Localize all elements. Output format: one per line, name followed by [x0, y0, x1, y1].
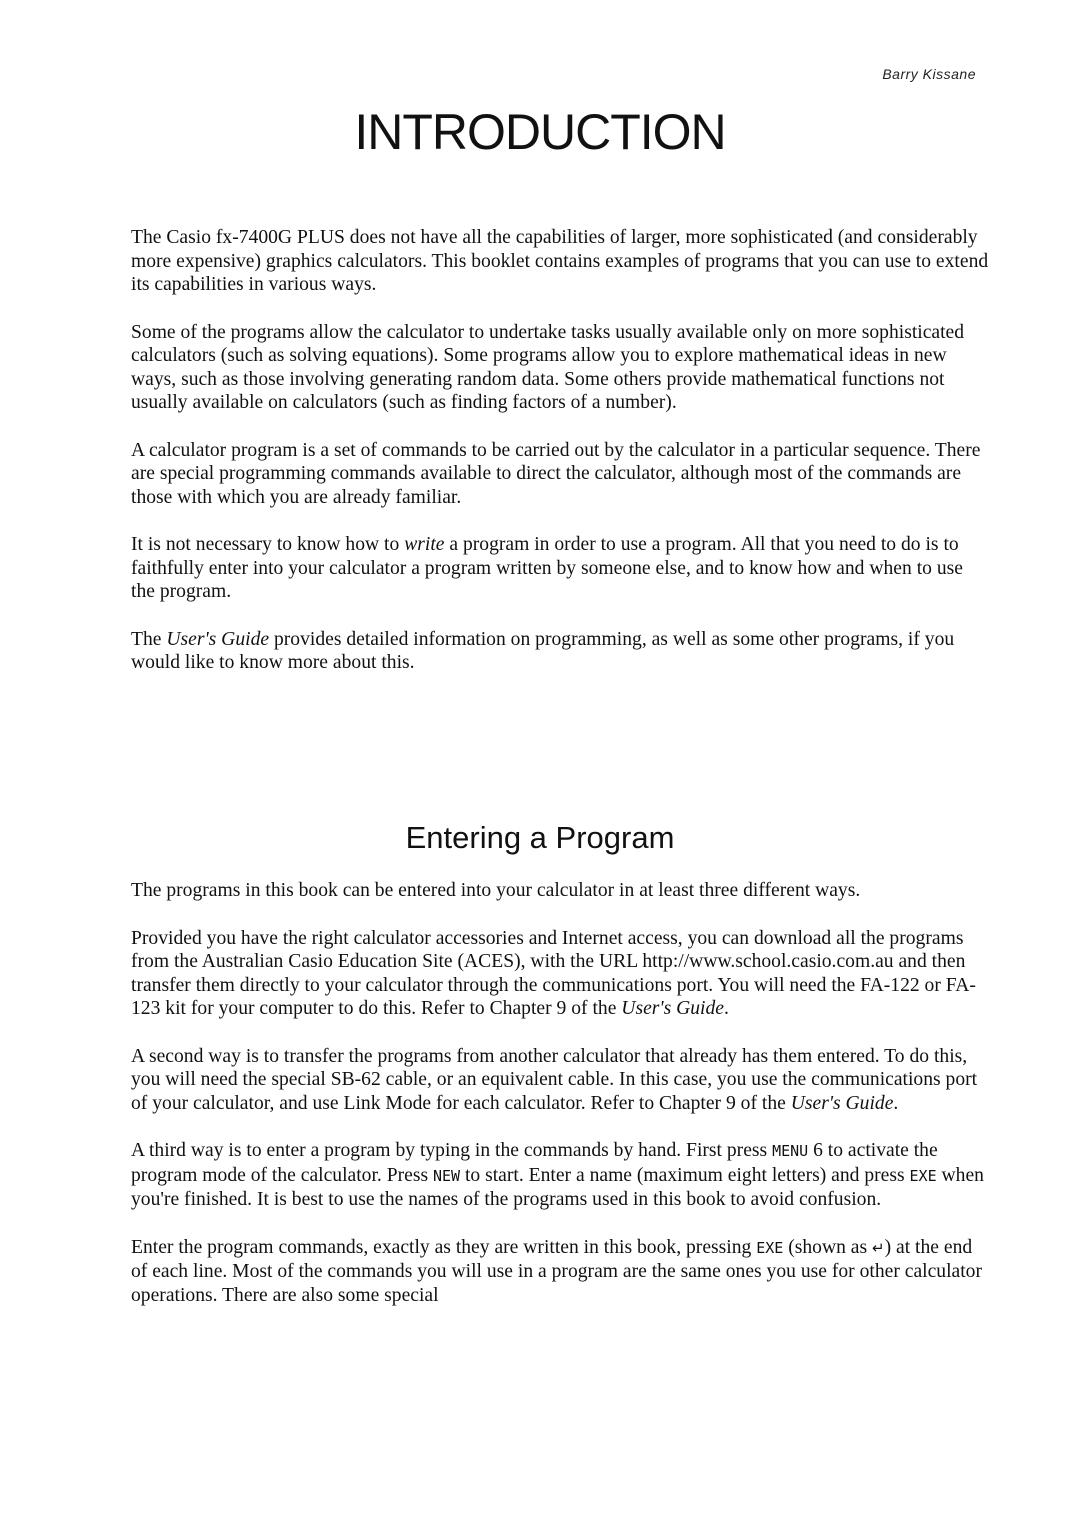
text-run: Enter the program commands, exactly as they are written in this book, pressing: [131, 1236, 757, 1258]
entering-paragraph-5: [131, 1236, 991, 1308]
text-run: .: [893, 1092, 899, 1114]
key-new: NEW: [432, 1166, 461, 1185]
entering-paragraph-4: [131, 1139, 991, 1212]
text-run: provides detailed information on programming, as well as some other programs, if you would like to know more about this.: [131, 628, 955, 673]
intro-paragraph-1: The Casio fx-7400G PLUS does not have all the capabilities of larger, more sophisticated (and considerably more expensive) graphics calculators. This booklet contains examples of programs that you can use to extend its capabilities in various ways.: [131, 227, 989, 295]
text-run: 6 to activate the program mode of the calculator. Press: [131, 1140, 938, 1186]
text-run: It is not necessary to know how to: [131, 534, 405, 555]
entering-program-heading: Entering a Program: [405, 820, 675, 855]
text-run: ) at the end of each line. Most of the commands you will use in a program are the same ones you use for other calculator operations. There are also some special: [131, 1236, 982, 1306]
key-exe: EXE: [756, 1238, 784, 1257]
text-run: The: [131, 628, 167, 650]
entering-paragraph-2: [131, 927, 991, 1021]
emphasis-users-guide: User's Guide: [166, 628, 270, 650]
text-run: Provided you have the right calculator accessories and Internet access, you can download all the programs from the Australian Casio Education Site (ACES), with the URL http://www.school.casio.com.au and then transfer them directly to your calculator through the communications port. You will need the FA-122 or FA-123 kit for your computer to do this. Refer to Chapter 9 of the: [131, 927, 976, 1019]
text-run: to start. Enter a name (maximum eight letters) and press: [460, 1164, 910, 1186]
intro-paragraph-5: [131, 628, 991, 675]
text-run: A third way is to enter a program by typing in the commands by hand. First press: [131, 1140, 773, 1161]
text-run: .: [724, 998, 729, 1019]
key-menu: MENU: [772, 1142, 809, 1160]
text-run: when you're finished. It is best to use the names of the programs used in this book to avoid confusion.: [131, 1164, 984, 1210]
intro-paragraph-2: Some of the programs allow the calculator to undertake tasks usually available only on more sophisticated calculators (such as solving equations). Some programs allow you to explore mathematical ideas in new ways, such as those involving generating random data. Some others provide mathematical functions not usually available on calculators (such as finding factors of a number).: [131, 321, 965, 413]
emphasis-write: write: [404, 534, 445, 555]
introduction-title: INTRODUCTION: [354, 104, 726, 160]
key-exe: EXE: [909, 1166, 937, 1185]
author-header: Barry Kissane: [882, 66, 976, 82]
intro-paragraph-3: A calculator program is a set of commands to be carried out by the calculator in a particular sequence. There are special programming commands available to direct the calculator, although most of the commands are those with which you are already familiar.: [131, 439, 981, 508]
entering-section: [131, 879, 991, 1331]
intro-paragraph-4: [131, 533, 991, 604]
text-run: a program in order to use a program. All that you need to do is to faithfully enter into your calculator a program written by someone else, and to know how and when to use the program.: [131, 534, 963, 602]
introduction-section: [131, 226, 991, 699]
emphasis-users-guide: User's Guide: [621, 998, 724, 1019]
enter-icon: ↵: [872, 1238, 885, 1257]
text-run: A second way is to transfer the programs from another calculator that already has them entered. To do this, you will need the special SB-62 cable, or an equivalent cable. In this case, you use the communications port of your calculator, and use Link Mode for each calculator. Refer to Chapter 9 of the: [131, 1045, 978, 1114]
text-run: (shown as: [783, 1236, 873, 1258]
entering-paragraph-1: The programs in this book can be entered into your calculator in at least three different ways.: [131, 880, 861, 901]
emphasis-users-guide: User's Guide: [790, 1092, 894, 1114]
entering-paragraph-3: [131, 1045, 991, 1116]
